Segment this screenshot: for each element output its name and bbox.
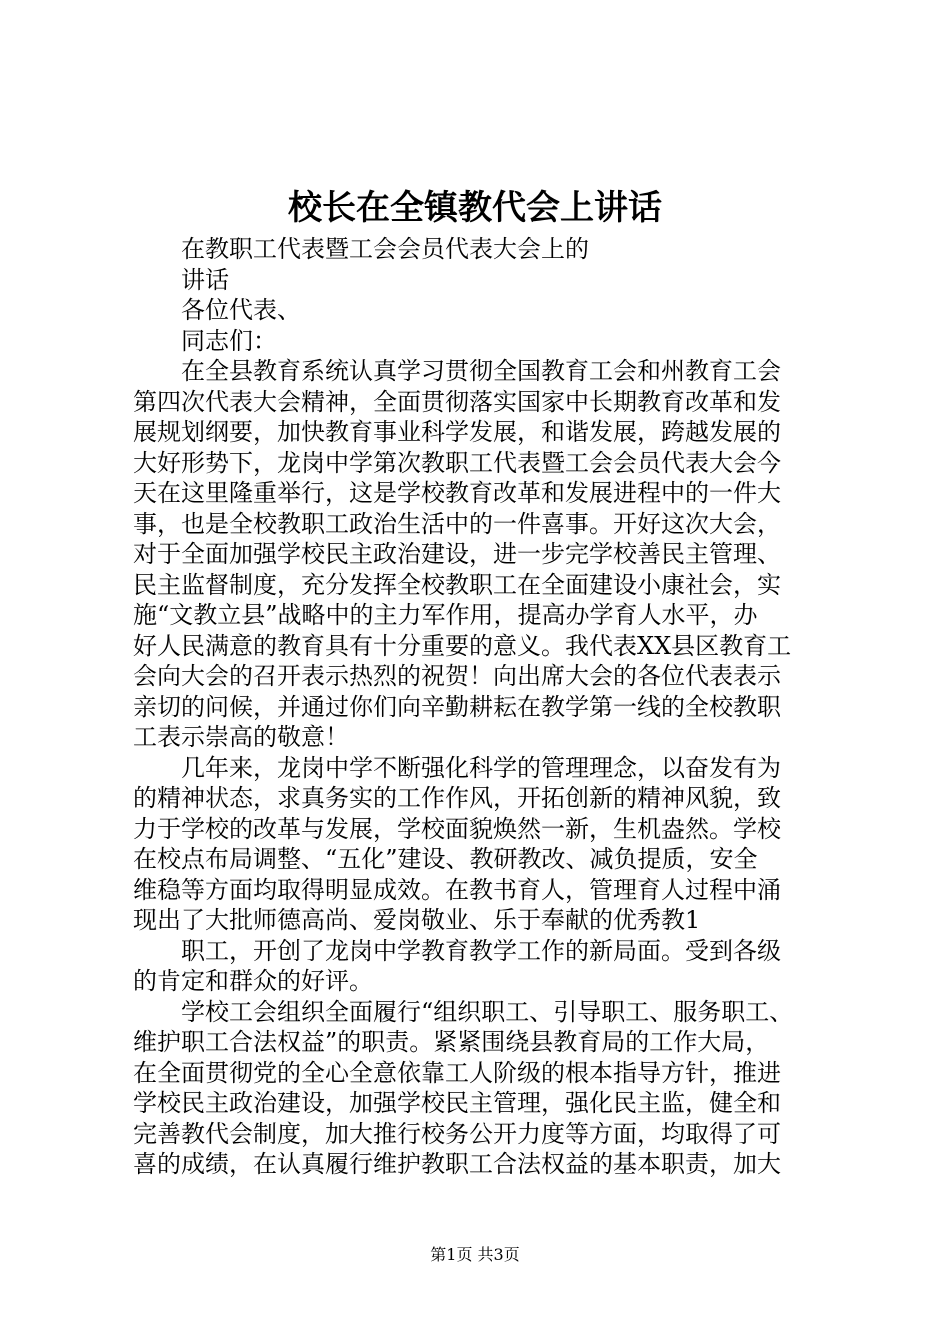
body-line: 学校民主政治建设，加强学校民主管理，强化民主监，健全和 (133, 1089, 781, 1117)
body-line: 第四次代表大会精神，全面贯彻落实国家中长期教育改革和发 (133, 387, 781, 416)
body-line: 喜的成绩，在认真履行维护教职工合法权益的基本职责，加大 (133, 1150, 781, 1178)
body-line: 在全面贯彻党的全心全意依靠工人阶级的根本指导方针，推进 (133, 1058, 781, 1087)
body-line: 大好形势下，龙岗中学第次教职工代表暨工会会员代表大会今 (133, 448, 781, 477)
body-line: 现出了大批师德高尚、爱岗敬业、乐于奉献的优秀教1 (133, 906, 701, 934)
body-line: 在校点布局调整、“五化”建设、教研教改、减负提质，安全 (133, 845, 758, 873)
body-line: 几年来，龙岗中学不断强化科学的管理理念，以奋发有为 (181, 753, 781, 782)
body-line: 会向大会的召开表示热烈的祝贺！向出席大会的各位代表表示 (133, 662, 781, 690)
body-line: 力于学校的改革与发展，学校面貌焕然一新，生机盎然。学校 (133, 814, 781, 843)
body-line: 学校工会组织全面履行“组织职工、引导职工、服务职工、 (181, 997, 794, 1026)
page-footer: 第1页 共3页 (430, 1245, 520, 1264)
body-line: 施“文教立县”战略中的主力军作用，提高办学育人水平，办 (133, 601, 758, 629)
body-line: 的肯定和群众的好评。 (133, 967, 373, 995)
body-line: 的精神状态，求真务实的工作作风，开拓创新的精神风貌，致 (133, 784, 781, 812)
body-line: 职工，开创了龙岗中学教育教学工作的新局面。受到各级 (181, 936, 781, 965)
body-line: 好人民满意的教育具有十分重要的意义。我代表XX县区教育工 (133, 631, 792, 660)
body-line: 事，也是全校教职工政治生活中的一件喜事。开好这次大会， (133, 509, 781, 538)
body-line: 同志们： (181, 326, 277, 355)
document-title: 校长在全镇教代会上讲话 (288, 188, 662, 228)
body-line: 维护职工合法权益”的职责。紧紧围绕县教育局的工作大局， (133, 1028, 770, 1056)
body-line: 民主监督制度，充分发挥全校教职工在全面建设小康社会，实 (133, 570, 781, 599)
body-line: 展规划纲要，加快教育事业科学发展，和谐发展，跨越发展的 (133, 418, 781, 446)
body-line: 工表示崇高的敬意！ (133, 723, 349, 751)
body-line: 对于全面加强学校民主政治建设，进一步完学校善民主管理、 (133, 540, 781, 568)
document-body (133, 234, 833, 1180)
body-line: 维稳等方面均取得明显成效。在教书育人，管理育人过程中涌 (133, 875, 781, 904)
body-line: 在全县教育系统认真学习贯彻全国教育工会和州教育工会 (181, 357, 781, 385)
body-line: 亲切的问候，并通过你们向辛勤耕耘在教学第一线的全校教职 (133, 692, 781, 721)
body-line: 完善教代会制度，加大推行校务公开力度等方面，均取得了可 (133, 1119, 781, 1148)
body-line: 在教职工代表暨工会会员代表大会上的 (181, 235, 589, 263)
body-line: 天在这里隆重举行，这是学校教育改革和发展进程中的一件大 (133, 479, 781, 507)
body-line: 讲话 (181, 265, 229, 294)
body-line: 各位代表、 (181, 296, 301, 324)
